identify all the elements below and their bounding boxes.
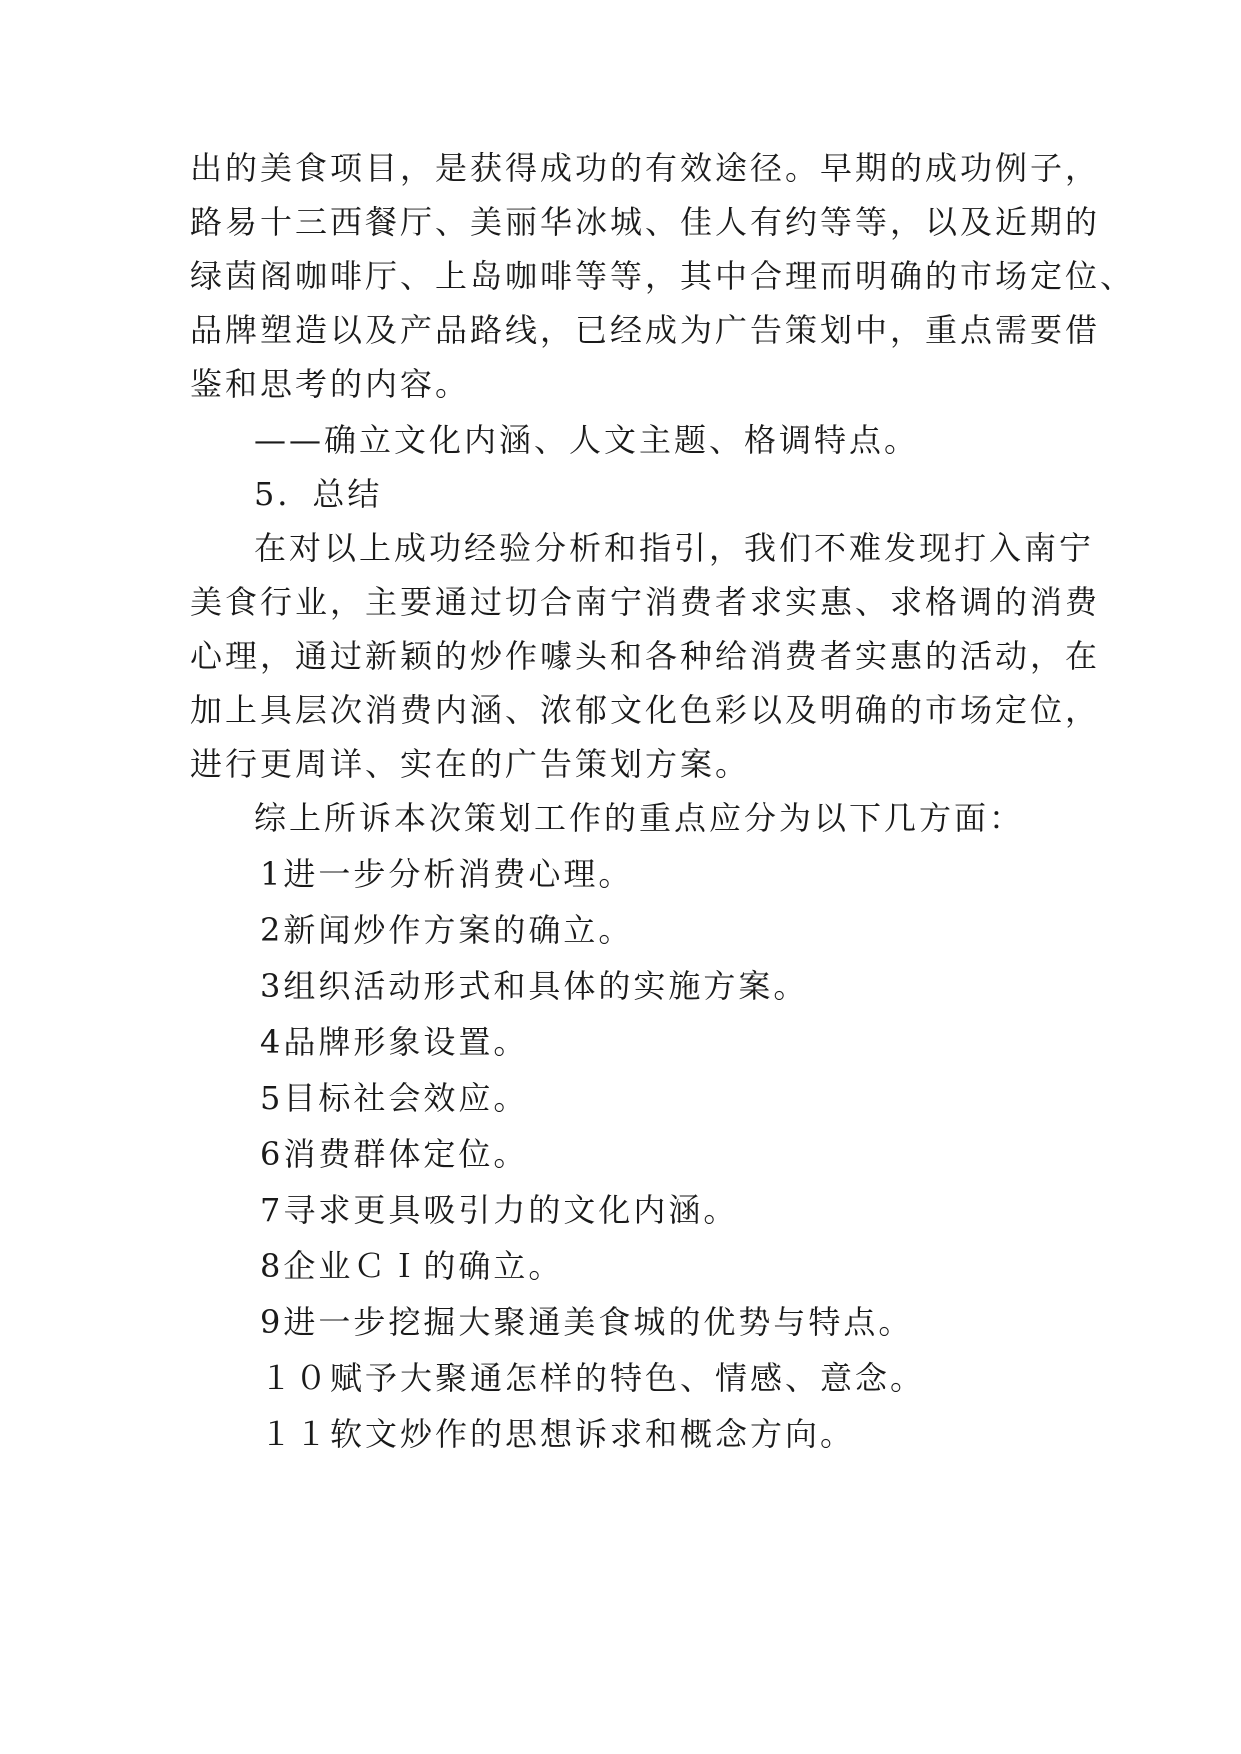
list-item: 2新闻炒作方案的确立。 <box>260 911 634 949</box>
body-line: ——确立文化内涵、人文主题、格调特点。 <box>254 421 920 459</box>
body-line: 心理，通过新颖的炒作噱头和各种给消费者实惠的活动，在 <box>190 637 1101 675</box>
list-item: 7寻求更具吸引力的文化内涵。 <box>260 1191 739 1229</box>
body-line: 出的美食项目，是获得成功的有效途径。早期的成功例子， <box>190 149 1101 187</box>
list-item: 5目标社会效应。 <box>260 1079 529 1117</box>
list-item: 1进一步分析消费心理。 <box>260 855 634 893</box>
list-item: 6消费群体定位。 <box>260 1135 529 1173</box>
body-line: 在对以上成功经验分析和指引，我们不难发现打入南宁 <box>254 529 1095 567</box>
list-item: 3组织活动形式和具体的实施方案。 <box>260 967 809 1005</box>
list-item: 8企业ＣＩ的确立。 <box>260 1247 564 1285</box>
body-line: 综上所诉本次策划工作的重点应分为以下几方面： <box>254 799 1025 837</box>
list-item: 4品牌形象设置。 <box>260 1023 529 1061</box>
body-line: 绿茵阁咖啡厅、上岛咖啡等等，其中合理而明确的市场定位、 <box>190 257 1136 295</box>
section-heading: 5．总结 <box>254 475 383 513</box>
body-line: 加上具层次消费内涵、浓郁文化色彩以及明确的市场定位， <box>190 691 1101 729</box>
body-line: 鉴和思考的内容。 <box>190 365 471 403</box>
list-item: １１软文炒作的思想诉求和概念方向。 <box>260 1415 856 1453</box>
body-line: 进行更周详、实在的广告策划方案。 <box>190 745 751 783</box>
body-line: 美食行业，主要通过切合南宁消费者求实惠、求格调的消费 <box>190 583 1101 621</box>
body-line: 路易十三西餐厅、美丽华冰城、佳人有约等等，以及近期的 <box>190 203 1101 241</box>
list-item: １０赋予大聚通怎样的特色、情感、意念。 <box>260 1359 926 1397</box>
body-line: 品牌塑造以及产品路线，已经成为广告策划中，重点需要借 <box>190 311 1101 349</box>
list-item: 9进一步挖掘大聚通美食城的优势与特点。 <box>260 1303 914 1341</box>
